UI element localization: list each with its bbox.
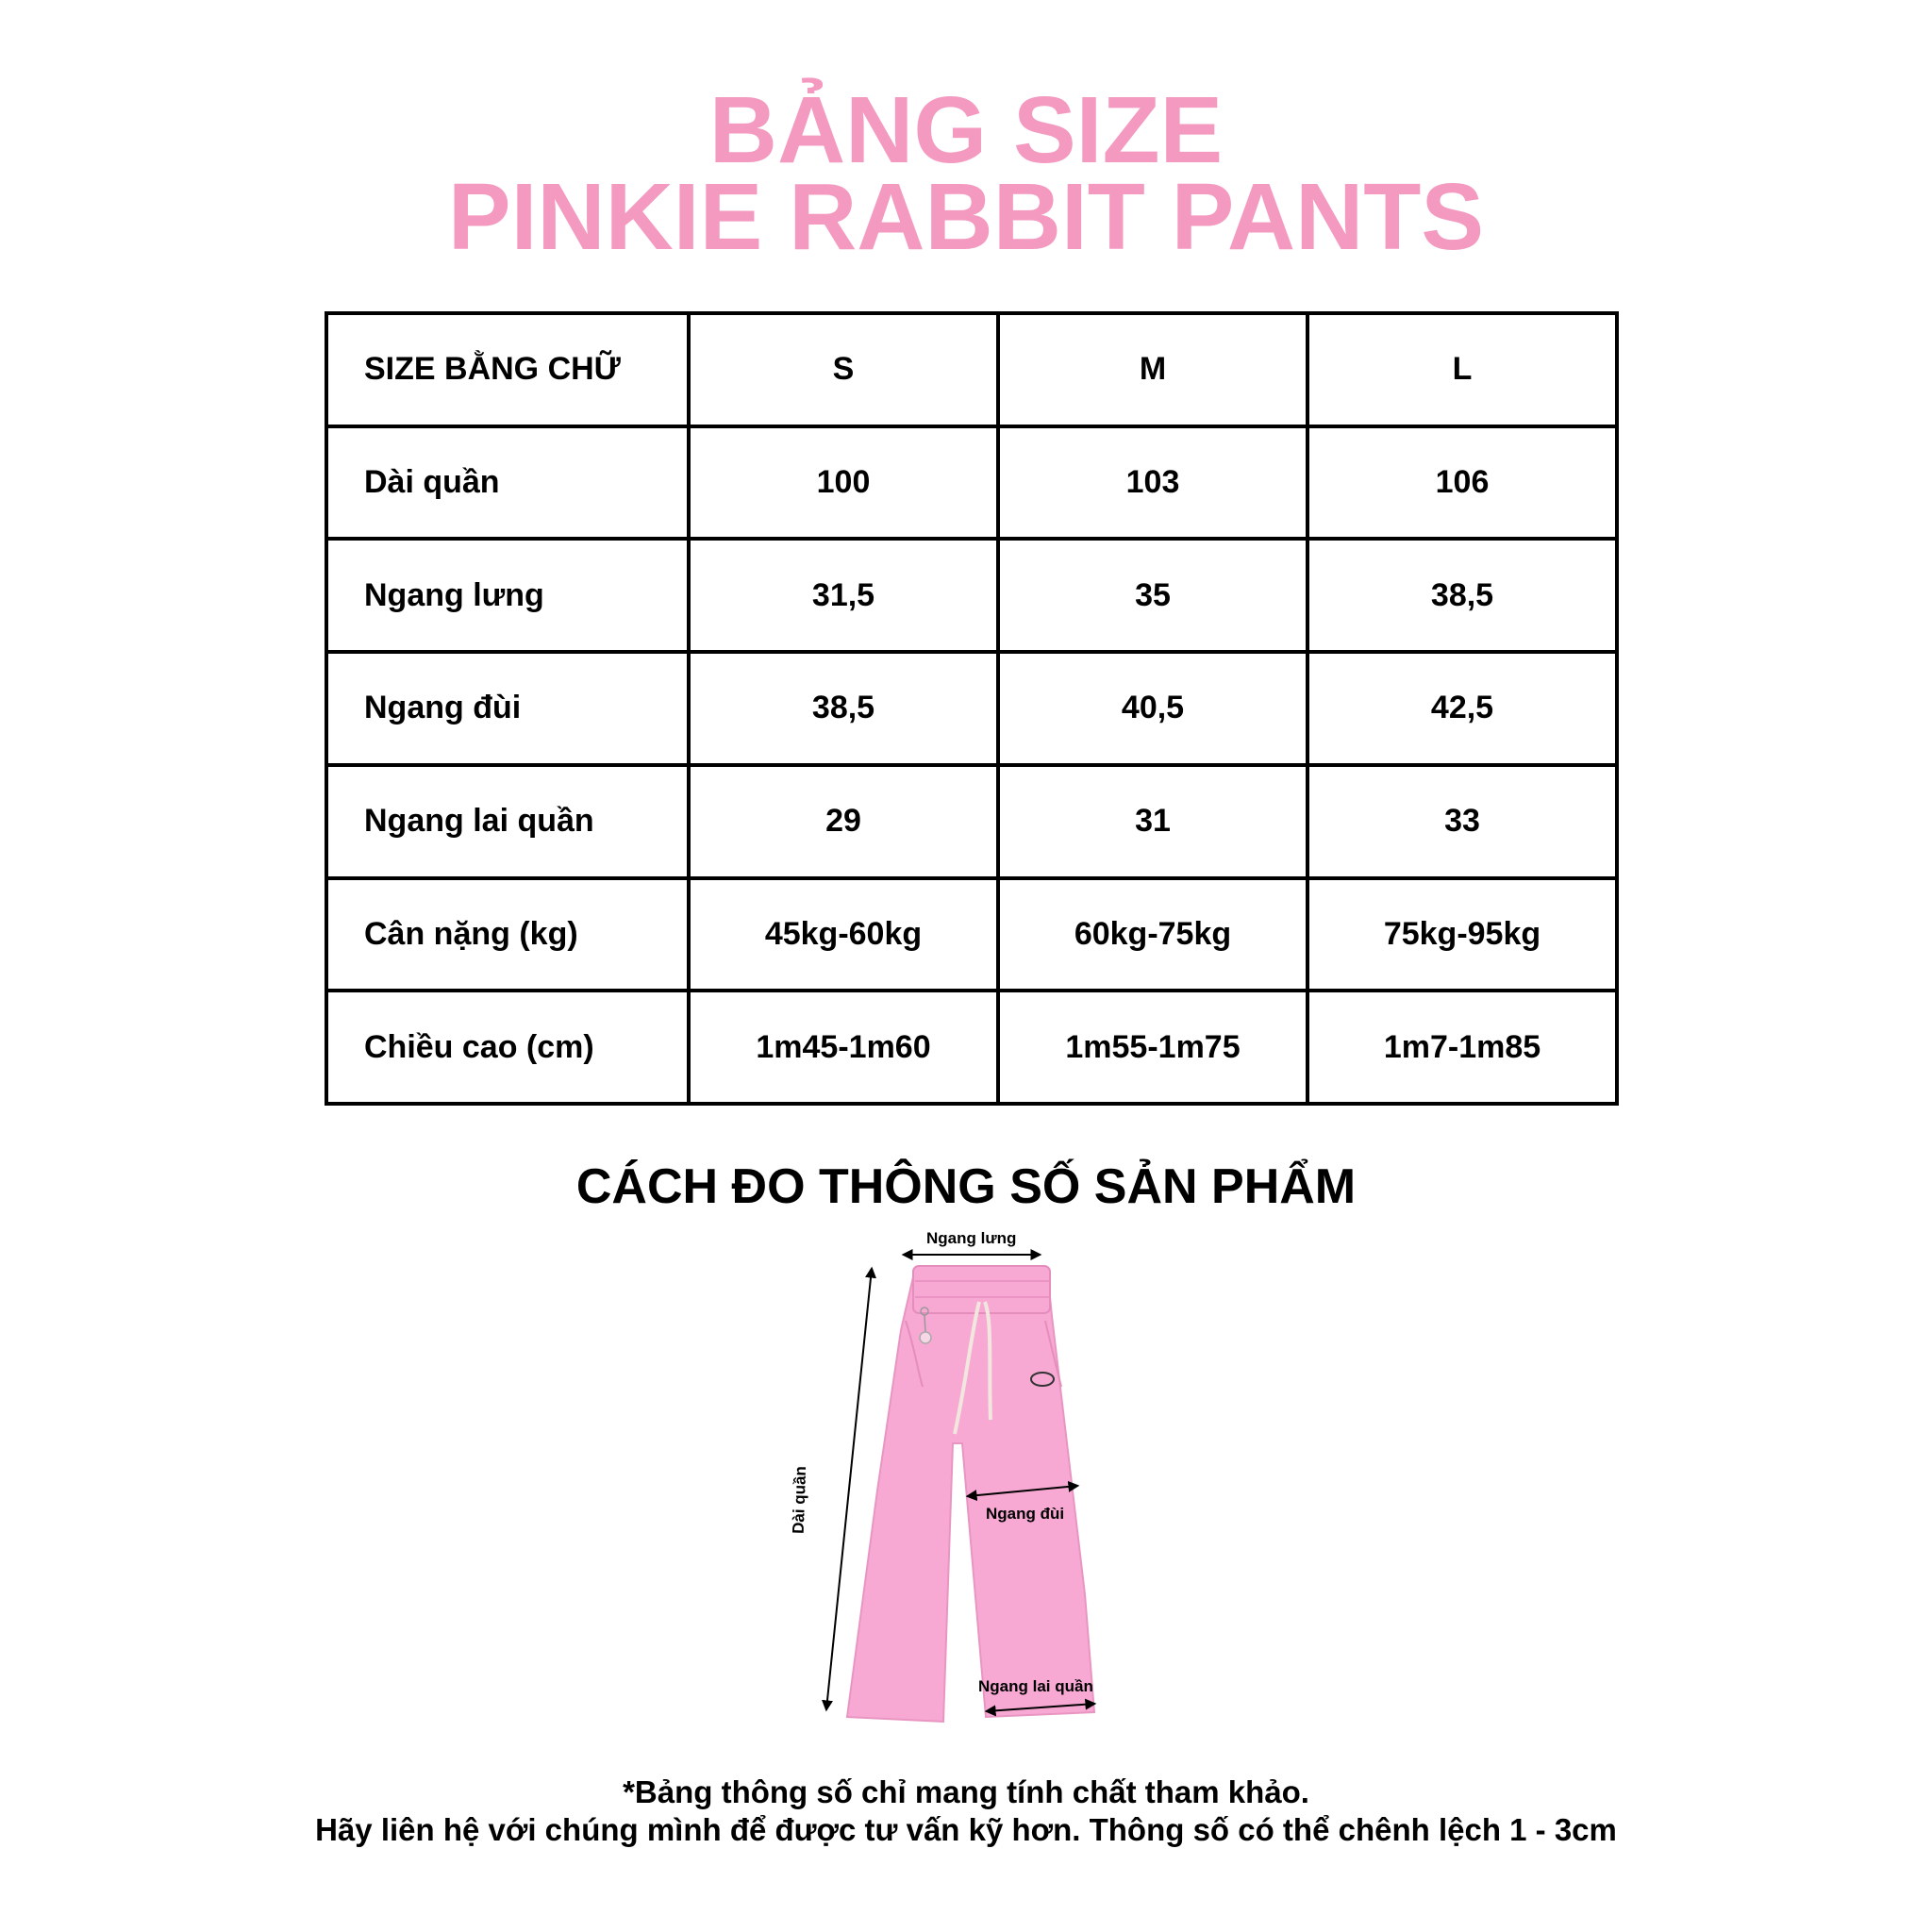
table-row bbox=[326, 652, 1617, 765]
table-header-row bbox=[326, 313, 1617, 426]
header-cell: M bbox=[998, 313, 1307, 426]
row-label: Ngang lai quần bbox=[326, 765, 689, 878]
size-table bbox=[325, 311, 1619, 1106]
row-label: Ngang lưng bbox=[326, 539, 689, 652]
table-row bbox=[326, 426, 1617, 540]
table-cell: 31,5 bbox=[689, 539, 998, 652]
table-cell: 75kg-95kg bbox=[1307, 878, 1617, 991]
table-cell: 40,5 bbox=[998, 652, 1307, 765]
header-cell: SIZE BẰNG CHỮ bbox=[326, 313, 689, 426]
table-cell: 1m45-1m60 bbox=[689, 991, 998, 1104]
table-row bbox=[326, 539, 1617, 652]
waist-label: Ngang lưng bbox=[926, 1229, 1017, 1247]
table-cell: 103 bbox=[998, 426, 1307, 540]
disclaimer-note: *Bảng thông số chỉ mang tính chất tham khảo. bbox=[623, 1774, 1309, 1809]
table-cell: 42,5 bbox=[1307, 652, 1617, 765]
table-cell: 38,5 bbox=[1307, 539, 1617, 652]
header-cell: L bbox=[1307, 313, 1617, 426]
hem-label: Ngang lai quần bbox=[978, 1677, 1093, 1695]
row-label: Chiều cao (cm) bbox=[326, 991, 689, 1104]
thigh-label: Ngang đùi bbox=[986, 1505, 1065, 1523]
table-cell: 35 bbox=[998, 539, 1307, 652]
table-cell: 60kg-75kg bbox=[998, 878, 1307, 991]
waistband bbox=[913, 1266, 1050, 1313]
length-label: Dài quần bbox=[789, 1465, 810, 1535]
table-cell: 1m55-1m75 bbox=[998, 991, 1307, 1104]
table-cell: 45kg-60kg bbox=[689, 878, 998, 991]
table-cell: 1m7-1m85 bbox=[1307, 991, 1617, 1104]
header-cell: S bbox=[689, 313, 998, 426]
table-row bbox=[326, 765, 1617, 878]
pants-illustration bbox=[811, 1226, 1132, 1736]
table-cell: 29 bbox=[689, 765, 998, 878]
table-cell: 38,5 bbox=[689, 652, 998, 765]
contact-note: Hãy liên hệ với chúng mình để được tư vấn kỹ hơn. Thông số có thể chênh lệch 1 - 3cm bbox=[315, 1812, 1617, 1847]
table-row bbox=[326, 878, 1617, 991]
product-name: PINKIE RABBIT PANTS bbox=[447, 164, 1485, 270]
table-cell: 31 bbox=[998, 765, 1307, 878]
measure-heading: CÁCH ĐO THÔNG SỐ SẢN PHẨM bbox=[575, 1159, 1357, 1214]
measurement-diagram bbox=[789, 1226, 1132, 1736]
row-label: Ngang đùi bbox=[326, 652, 689, 765]
page-title: BẢNG SIZE bbox=[708, 77, 1224, 183]
table-row bbox=[326, 991, 1617, 1104]
table-cell: 100 bbox=[689, 426, 998, 540]
table-cell: 33 bbox=[1307, 765, 1617, 878]
table-cell: 106 bbox=[1307, 426, 1617, 540]
row-label: Dài quần bbox=[326, 426, 689, 540]
row-label: Cân nặng (kg) bbox=[326, 878, 689, 991]
